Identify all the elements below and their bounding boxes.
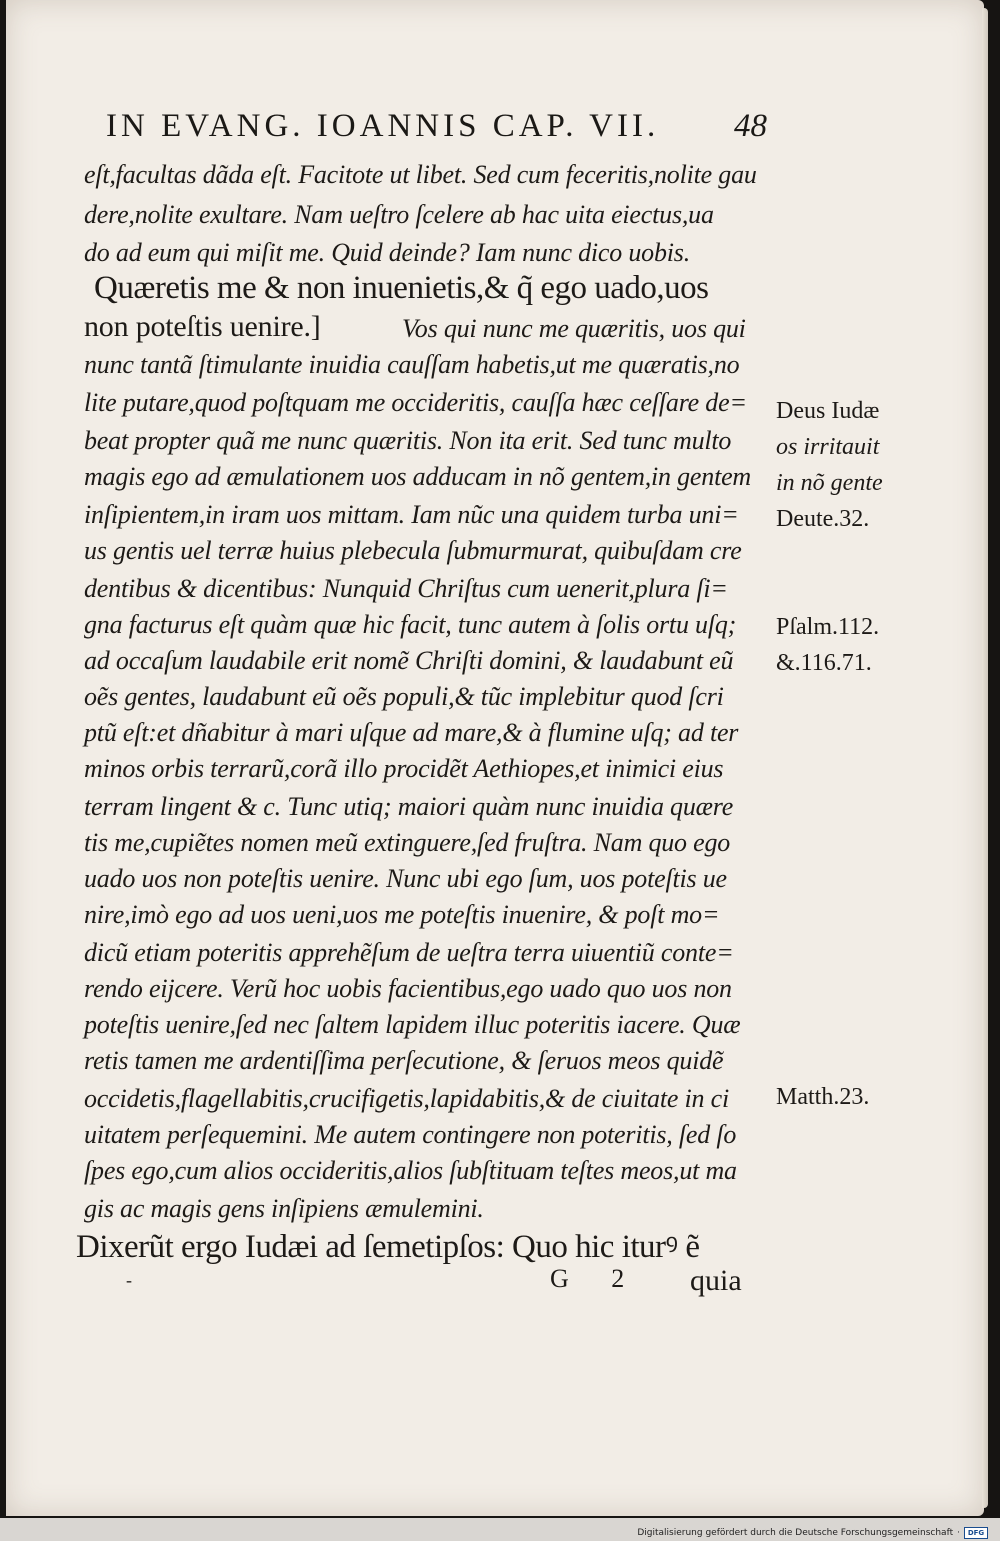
running-head (106, 108, 796, 152)
text-line: uitatem perſequemini. Me autem contingere non poteritis, ſed ſo (84, 1120, 737, 1149)
text-line: dentibus & dicentibus: Nunquid Chriſtus cum uenerit,plura ſi= (84, 574, 728, 603)
margin-note: &.116.71. (776, 650, 872, 676)
digitization-credit (637, 1527, 988, 1539)
running-head-title: IN EVANG. IOANNIS CAP. VII. (106, 108, 660, 144)
margin-note: Deute.32. (776, 506, 870, 532)
margin-note: Deus Iudæ (776, 398, 880, 424)
text-line: gna facturus eſt quàm quæ hic facit, tunc autem à ſolis ortu uſq; (84, 610, 737, 639)
text-line: minos orbis terrarũ,corã illo procidẽt Aethiopes,et inimici eius (84, 754, 724, 783)
text-line: gis ac magis gens inſipiens æmulemini. (84, 1194, 484, 1223)
page-footer (6, 1262, 984, 1302)
folio-number: 48 (734, 108, 767, 144)
text-line: terram lingent & c. Tunc utiq; maiori quàm nunc inuidia quære (84, 792, 734, 821)
text-line: eſt,facultas dãda eſt. Facitote ut libet. Sed cum feceritis,nolite gau (84, 160, 757, 189)
signature-mark: G 2 (550, 1264, 643, 1293)
text-line: inſipientem,in iram uos mittam. Iam nũc una quidem turba uni= (84, 500, 739, 529)
credit-text: Digitalisierung gefördert durch die Deutsche Forschungsgemeinschaft (637, 1528, 954, 1538)
lemma-line: Dixerũt ergo Iudæi ad ſemetipſos: Quo hic iturꝰ ẽ (76, 1229, 700, 1265)
catchword: quia (690, 1264, 742, 1297)
text-line: ptũ eſt:et dñabitur à mari uſque ad mare,& à flumine uſq; ad ter (84, 718, 739, 747)
text-line: tis me,cupiẽtes nomen meũ extinguere,ſed fruſtra. Nam quo ego (84, 828, 731, 857)
lemma-line: Quæretis me & non inuenietis,& q̃ ego uado,uos (94, 270, 709, 306)
dfg-logo-icon: DFG (964, 1527, 988, 1539)
text-line: rendo eijcere. Verũ hoc uobis facientibus,ego uado quo uos non (84, 974, 732, 1003)
text-line: oẽs gentes, laudabunt eũ oẽs populi,& tũc implebitur quod ſcri (84, 682, 724, 711)
text-line: do ad eum qui miſit me. Quid deinde? Iam nunc dico uobis. (84, 238, 691, 267)
text-line: magis ego ad æmulationem uos adducam in nõ gentem,in gentem (84, 462, 752, 491)
margin-note: os irritauit (776, 434, 880, 460)
text-line: poteſtis uenire,ſed nec ſaltem lapidem illuc poteritis iacere. Quæ (84, 1010, 741, 1039)
text-line: nunc tantã ſtimulante inuidia cauſſam habetis,ut me quæratis,no (84, 350, 740, 379)
footer-dash: - (126, 1270, 132, 1290)
lemma-line-end: non poteſtis uenire.] (84, 310, 321, 343)
text-line: occidetis,flagellabitis,crucifigetis,lapidabitis,& de ciuitate in ci (84, 1084, 729, 1113)
credit-separator: · (957, 1528, 960, 1538)
text-line: lite putare,quod poſtquam me occideritis, cauſſa hæc ceſſare de= (84, 388, 747, 417)
book-page (6, 0, 984, 1516)
text-line: beat propter quã me nunc quæritis. Non ita erit. Sed tunc multo (84, 426, 732, 455)
text-line: Vos qui nunc me quæritis, uos qui (402, 314, 746, 343)
text-line: us gentis uel terræ huius plebecula ſubmurmurat, quibuſdam cre (84, 536, 742, 565)
margin-note: in nõ gente (776, 470, 883, 496)
margin-note: Matth.23. (776, 1084, 870, 1110)
text-line: ſpes ego,cum alios occideritis,alios ſubſtituam teſtes meos,ut ma (84, 1156, 737, 1185)
text-line: uado uos non poteſtis uenire. Nunc ubi ego ſum, uos poteſtis ue (84, 864, 727, 893)
text-line: dere,nolite exultare. Nam ueſtro ſcelere ab hac uita eiectus,ua (84, 200, 714, 229)
text-line: ad occaſum laudabile erit nomẽ Chriſti domini, & laudabunt eũ (84, 646, 734, 675)
margin-note: Pſalm.112. (776, 614, 880, 640)
text-line: dicũ etiam poteritis apprehẽſum de ueſtra terra uiuentiũ conte= (84, 938, 734, 967)
text-line: nire,imò ego ad uos ueni,uos me poteſtis inuenire, & poſt mo= (84, 900, 720, 929)
text-line: retis tamen me ardentiſſima perſecutione, & ſeruos meos quidẽ (84, 1046, 724, 1075)
